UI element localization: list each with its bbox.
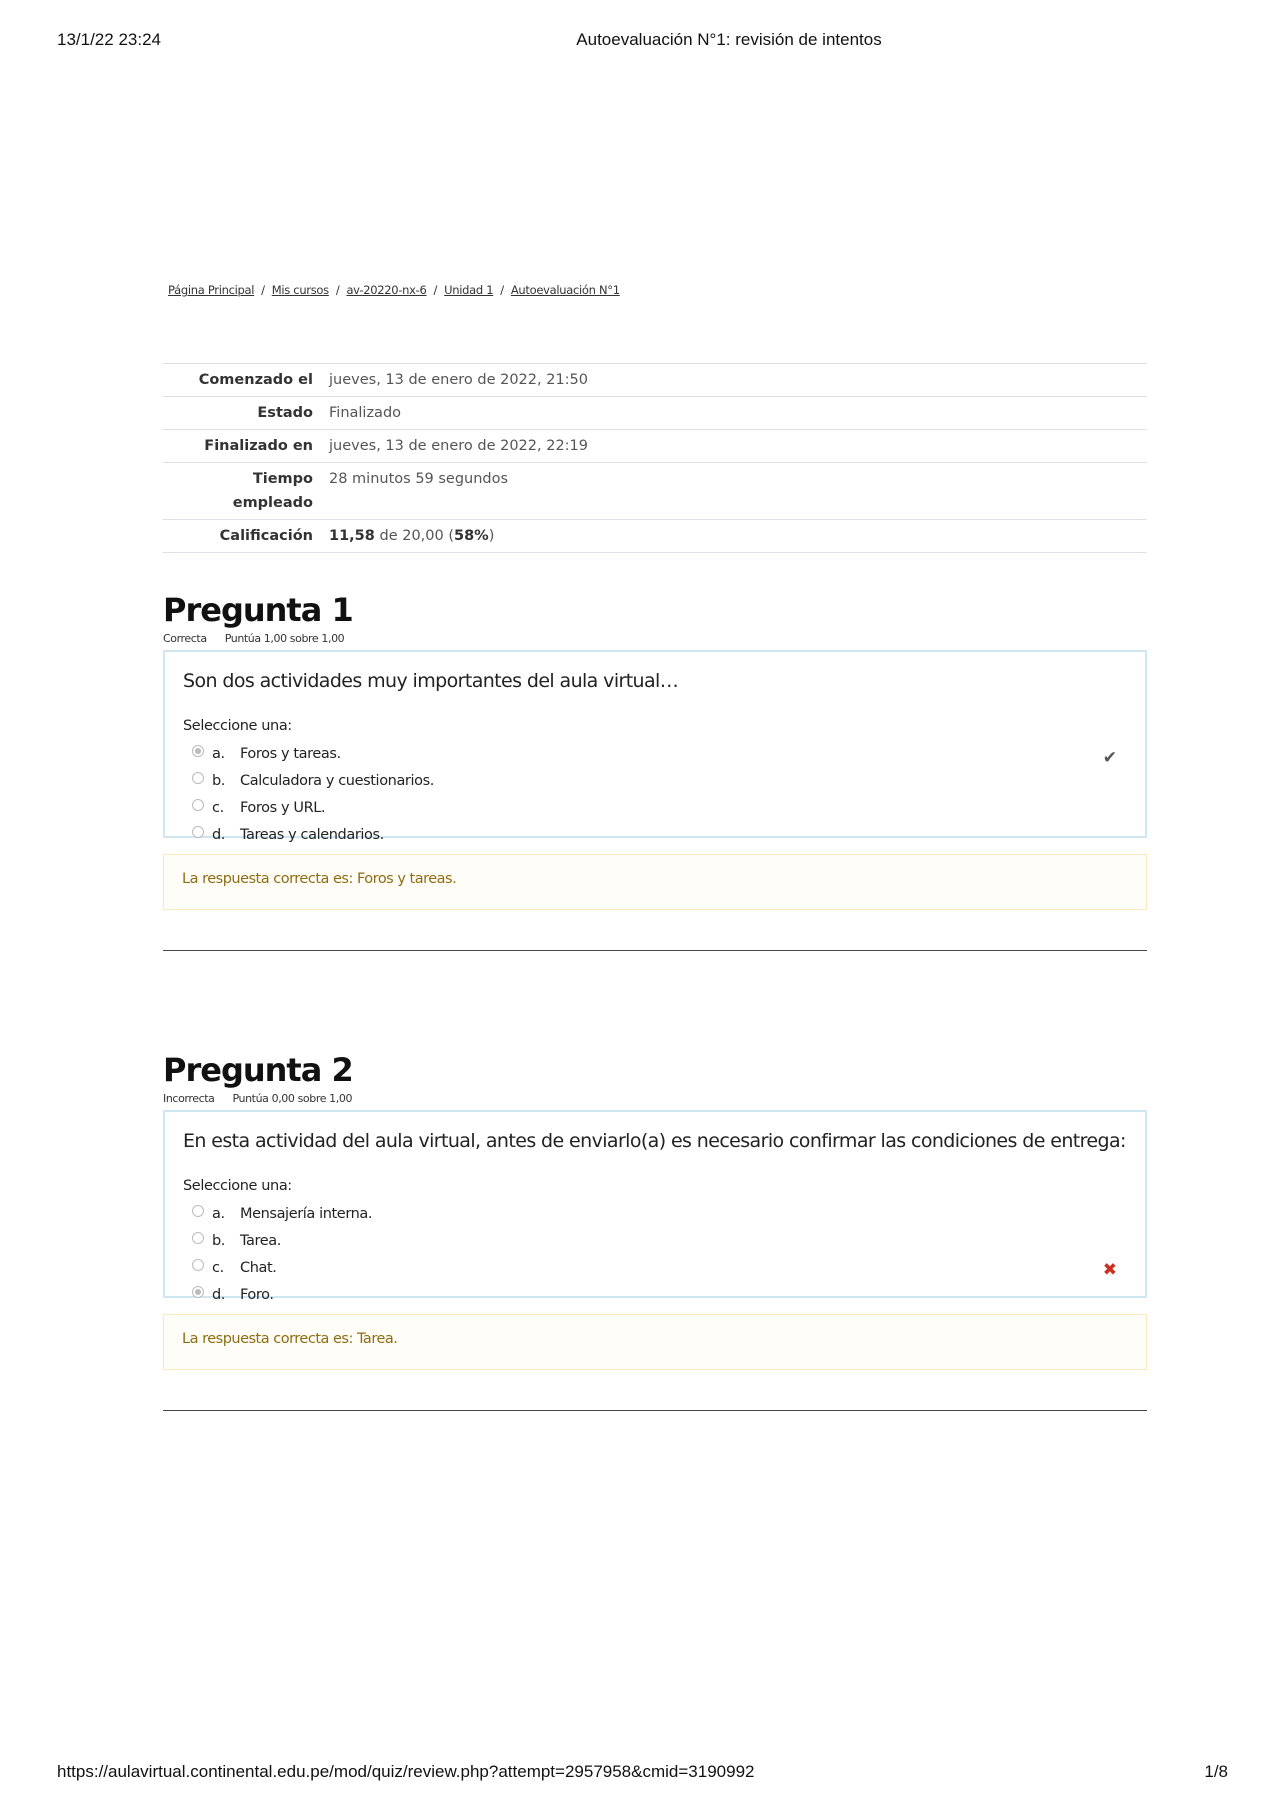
- option-a[interactable]: a. Foros y tareas.: [183, 740, 1127, 767]
- radio-button[interactable]: [192, 799, 204, 811]
- question-box: [163, 650, 1147, 843]
- summary-row-time: [163, 463, 1147, 520]
- option-d[interactable]: d. Foro.: [183, 1281, 1127, 1308]
- question-prompt: Seleccione una:: [183, 718, 292, 734]
- question-status: Incorrecta: [163, 1092, 215, 1105]
- summary-row-finished: [163, 430, 1147, 463]
- grade-label: Calificación: [219, 528, 313, 544]
- radio-button[interactable]: [192, 772, 204, 784]
- breadcrumb-home[interactable]: Página Principal: [168, 283, 255, 297]
- question-points: Puntúa 1,00 sobre 1,00: [224, 632, 345, 645]
- cross-icon: ✖: [1102, 1260, 1117, 1279]
- question-2: [163, 1050, 1147, 1419]
- breadcrumb-my-courses[interactable]: Mis cursos: [271, 283, 329, 297]
- question-info: [163, 1092, 1147, 1106]
- time-value: 28 minutos 59 segundos: [329, 471, 509, 487]
- correct-answer-feedback: La respuesta correcta es: Tarea.: [163, 1314, 1147, 1370]
- question-divider: [163, 950, 1147, 951]
- summary-row-grade: [163, 520, 1147, 553]
- question-info: [163, 632, 1147, 646]
- state-label: Estado: [257, 405, 313, 421]
- print-datetime: 13/1/22 23:24: [57, 30, 161, 49]
- option-b[interactable]: b. Calculadora y cuestionarios.: [183, 767, 1127, 794]
- question-title: Pregunta 1: [163, 591, 353, 629]
- check-icon: ✔: [1102, 748, 1117, 767]
- option-b[interactable]: b. Tarea.: [183, 1227, 1127, 1254]
- print-title: Autoevaluación N°1: revisión de intentos: [576, 30, 882, 49]
- started-label: Comenzado el: [198, 372, 313, 388]
- finished-label: Finalizado en: [204, 438, 313, 454]
- breadcrumb-quiz[interactable]: Autoevaluación N°1: [510, 283, 620, 297]
- started-value: jueves, 13 de enero de 2022, 21:50: [329, 372, 589, 388]
- time-label: Tiempo empleado: [232, 471, 313, 511]
- question-text: En esta actividad del aula virtual, antes de enviarlo(a) es necesario confirmar las condiciones de entrega:: [183, 1130, 1126, 1152]
- print-url: https://aulavirtual.continental.edu.pe/mod/quiz/review.php?attempt=2957958&cmid=3190992: [57, 1762, 755, 1781]
- radio-button[interactable]: [192, 1259, 204, 1271]
- breadcrumb: Página Principal / Mis cursos / av-20220-nx-6 / Unidad 1 / Autoevaluación N°1: [168, 283, 620, 297]
- correct-answer-feedback: La respuesta correcta es: Foros y tareas.: [163, 854, 1147, 910]
- breadcrumb-course[interactable]: av-20220-nx-6: [346, 283, 427, 297]
- radio-button[interactable]: [192, 1232, 204, 1244]
- question-text: Son dos actividades muy importantes del aula virtual…: [183, 670, 679, 692]
- radio-button[interactable]: [192, 1286, 204, 1298]
- option-a[interactable]: a. Mensajería interna.: [183, 1200, 1127, 1227]
- breadcrumb-unit[interactable]: Unidad 1: [444, 283, 494, 297]
- summary-row-started: [163, 364, 1147, 397]
- state-value: Finalizado: [329, 405, 402, 421]
- option-d[interactable]: d. Tareas y calendarios.: [183, 821, 1127, 848]
- attempt-summary-table: [163, 363, 1147, 553]
- question-points: Puntúa 0,00 sobre 1,00: [232, 1092, 353, 1105]
- question-divider: [163, 1410, 1147, 1411]
- option-c[interactable]: c. Foros y URL.: [183, 794, 1127, 821]
- grade-value: 11,58 de 20,00 (58%): [329, 528, 495, 544]
- print-page-number: 1/8: [1204, 1762, 1228, 1781]
- option-c[interactable]: c. Chat.: [183, 1254, 1127, 1281]
- question-prompt: Seleccione una:: [183, 1178, 292, 1194]
- summary-row-state: [163, 397, 1147, 430]
- question-1: [163, 590, 1147, 959]
- radio-button[interactable]: [192, 826, 204, 838]
- radio-button[interactable]: [192, 745, 204, 757]
- radio-button[interactable]: [192, 1205, 204, 1217]
- finished-value: jueves, 13 de enero de 2022, 22:19: [329, 438, 589, 454]
- question-status: Correcta: [163, 632, 207, 645]
- question-box: [163, 1110, 1147, 1303]
- question-title: Pregunta 2: [163, 1051, 353, 1089]
